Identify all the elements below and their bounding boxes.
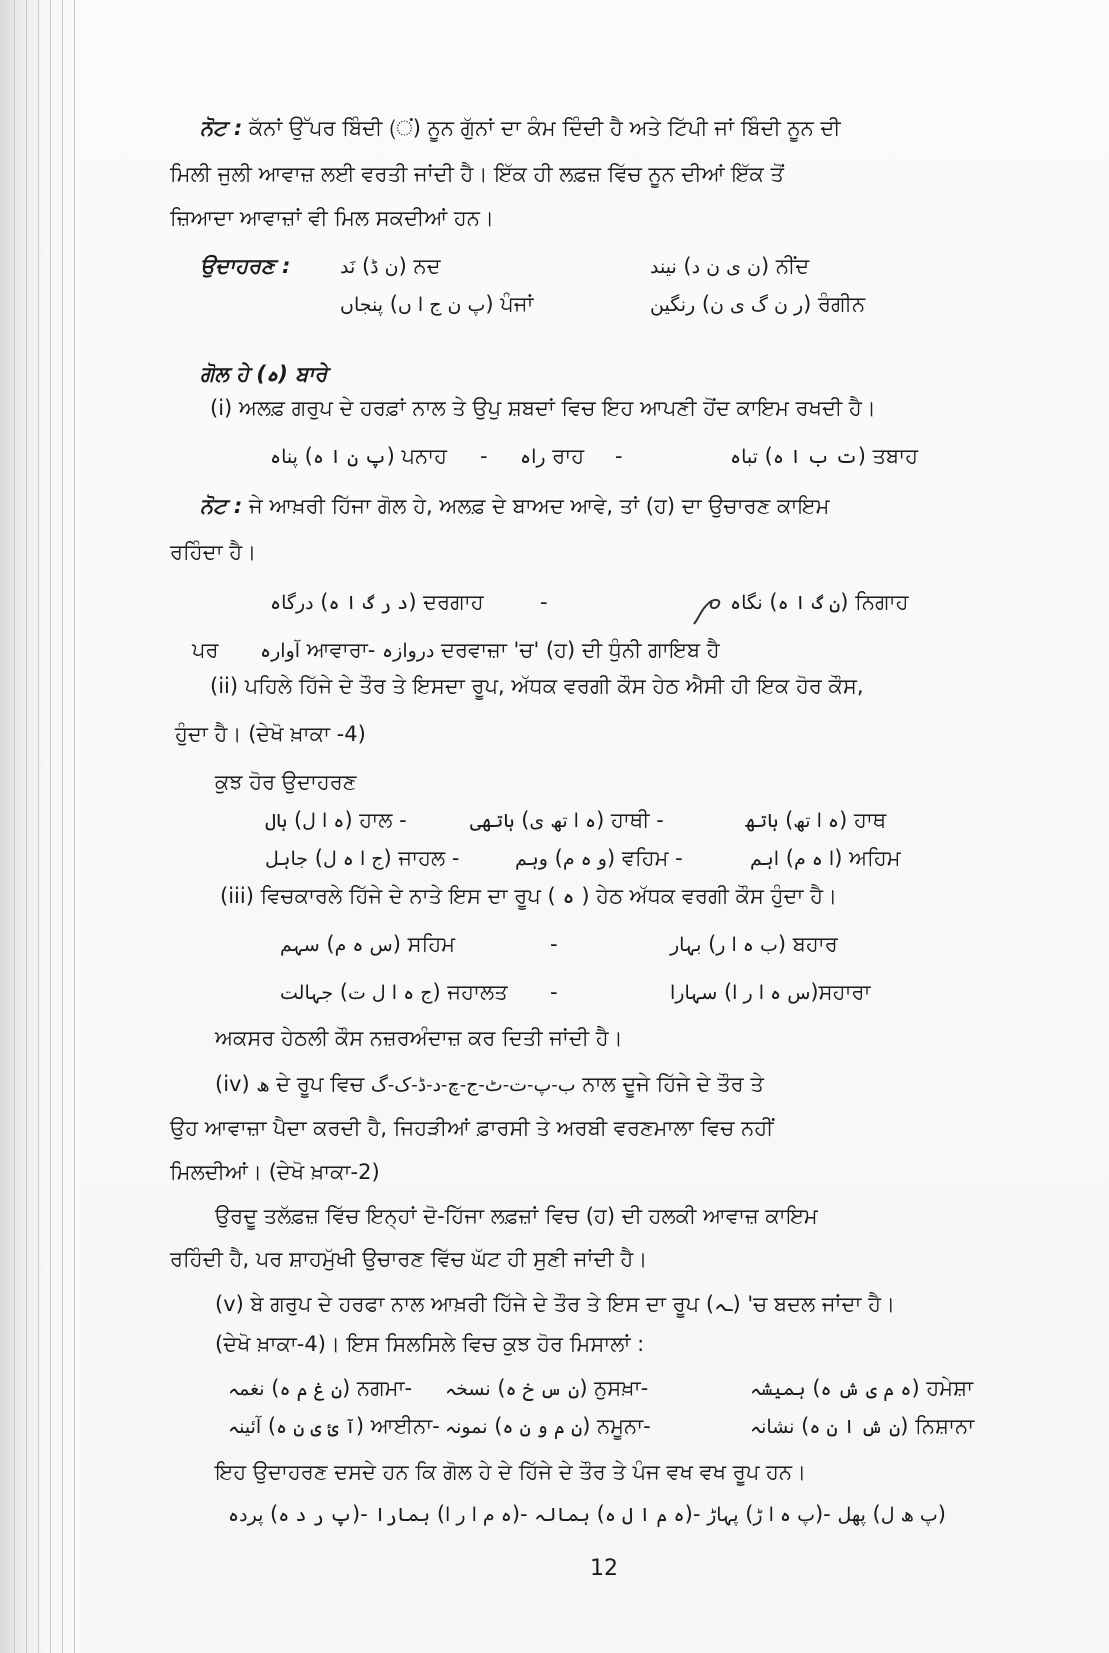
text-segment: ਅਕਸਰ ਹੇਠਲੀ ਕੌਸ ਨਜ਼ਰਅੰਦਾਜ਼ ਕਰ ਦਿਤੀ ਜਾਂਦੀ ਹੈ। [215,1026,623,1050]
text-segment: ਮਿਲੀ ਜੁਲੀ ਆਵਾਜ਼ ਲਈ ਵਰਤੀ ਜਾਂਦੀ ਹੈ। ਇੱਕ ਹੀ ਲਫ਼ਜ਼ ਵਿੱਚ ਨੂਨ ਦੀਆਂ ਇੱਕ ਤੋਂ [170,162,784,186]
text-segment: (ii) ਪਹਿਲੇ ਹਿੱਜੇ ਦੇ ਤੌਰ ਤੇ ਇਸਦਾ ਰੂਪ, ਅੱਧਕ ਵਰਗੀ ਕੌਸ ਹੇਠ ਐਸੀ ਹੀ ਇਕ ਹੋਰ ਕੌਸ, [210,674,864,698]
urdu-word: نَد [340,256,356,278]
urdu-word: پ ہ ا ڑ [753,1504,815,1526]
text-line [265,806,407,835]
urdu-word: و ہ م [562,848,607,870]
text-line [220,882,837,910]
text-segment: ( [805,1376,821,1400]
urdu-word: ہمالہ [534,1504,590,1526]
urdu-word: تباہ [730,446,758,468]
text-segment: ਕੱਨਾਂ ਉੱਪਰ ਬਿੰਦੀ (ਂ) ਨੂਨ ਗੁੱਨਾਂ ਦਾ ਕੰਮ ਦਿੰਦੀ ਹੈ ਅਤੇ ਟਿੱਪੀ ਜਾਂ ਬਿੰਦੀ ਨੂਨ ਦੀ [242,116,841,140]
text-segment: ਨੋਟ : [200,494,243,518]
text-line [270,442,447,471]
urdu-word: ن م و ن ہ [502,1416,583,1438]
urdu-word: ب-پ-ت-ٹ-ج-چ-د-ڈ-ک-گ [370,1074,576,1096]
text-line [228,1500,946,1529]
text-line [228,1412,440,1441]
text-line [170,538,256,566]
text-segment: ( [757,444,773,468]
text-segment: - [550,980,558,1004]
urdu-word: ن گ ا ہ [777,592,841,614]
text-segment: ) ਤਬਾਹ [857,444,919,468]
text-line [445,1412,651,1441]
text-line [210,394,876,422]
text-segment: ਪਰ [192,638,219,662]
text-segment: ( [333,980,348,1004]
text-line [280,978,508,1007]
book-page-edges [0,0,80,1653]
text-line [170,204,494,232]
text-segment: ) ਪੰਜਾਂ [485,292,534,316]
urdu-word: ہ م ا ل ہ [604,1504,685,1526]
urdu-word: جاہل [265,848,309,870]
text-line [200,252,290,280]
urdu-word: دروازہ [382,640,435,662]
urdu-word: ہمارا [374,1504,431,1526]
text-line [192,636,219,664]
text-segment: ਮਿਲਦੀਆਂ। (ਦੇਖੋ ਖ਼ਾਕਾ-2) [170,1160,380,1184]
text-line [200,492,829,520]
urdu-word: ر ن گ ی ن [710,294,804,316]
urdu-word: پردہ [228,1504,264,1526]
text-line [340,290,533,319]
page-number: 12 [590,1556,618,1581]
text-segment: - [540,590,548,614]
text-segment: ( [319,932,335,956]
text-segment: ) ਸਹਿਮ [392,932,456,956]
text-segment: ) ਨਿਗਾਹ [840,590,909,614]
text-segment: - [480,444,488,468]
urdu-word: پناہ [270,446,298,468]
text-line [750,844,901,873]
urdu-word: وہم [515,848,548,870]
urdu-word: راہ [520,446,546,468]
urdu-word: رنگین [650,294,696,316]
text-segment: ) ਹਾਥੀ - [596,808,664,832]
text-segment: ਗੋਲ ਹੇ (ہ) ਬਾਰੇ [200,362,328,386]
text-line [520,442,584,471]
text-segment: ( [313,590,329,614]
text-line [480,442,488,470]
text-segment: (iii) ਵਿਚਕਾਰਲੇ ਹਿੱਜੇ ਦੇ ਨਾਤੇ ਇਸ ਦਾ ਰੂਪ ( ہ ) ਹੇਠ ਅੱਧਕ ਵਰਗੀ ਕੌਸ ਹੁੰਦਾ ਹੈ। [220,884,838,908]
text-line [515,844,683,873]
urdu-word: نیند [650,256,677,278]
urdu-word: ن ی ن د [691,256,761,278]
urdu-word: ج ہ ا ل ت [348,982,433,1004]
urdu-word: ہ م ا ر ا [445,1504,512,1526]
text-segment: ਉਹ ਆਵਾਜ਼ਾ ਪੈਦਾ ਕਰਦੀ ਹੈ, ਜਿਹੜੀਆਂ ਫ਼ਾਰਸੀ ਤੇ ਅਰਬੀ ਵਰਣਮਾਲਾ ਵਿਚ ਨਹੀਂ [170,1116,774,1140]
text-segment: ( [676,254,692,278]
text-segment: )- [684,1502,708,1526]
text-line [750,1412,974,1441]
text-segment: ) ਨਮੂਨਾ- [582,1414,651,1438]
urdu-word: ب ہ ا ر [716,934,778,956]
text-segment: ) ਨੁਸਖ਼ਾ- [579,1376,649,1400]
urdu-word: ہ ا تھ [793,810,840,832]
urdu-word: ہ م ی ش ہ [820,1378,912,1400]
text-segment: ) ਹਾਥ [839,808,887,832]
text-segment: ) ਹਾਲ - [344,808,407,832]
text-line [650,252,809,281]
text-segment: ) ਜਾਹਲ - [383,846,460,870]
text-segment: ਦਰਵਾਜ਼ਾ 'ਚ' (ਹ) ਦੀ ਧੁੰਨੀ ਗਾਇਬ ਹੈ [434,638,720,662]
text-segment: )- [352,1502,375,1526]
urdu-word: درگاہ [270,592,314,614]
urdu-word: ہاتھی [470,810,515,832]
urdu-word: نمونہ [445,1416,488,1438]
text-segment: ( [430,1502,446,1526]
text-segment: ( [297,444,313,468]
text-line [215,1202,818,1230]
text-segment: ( [865,1502,881,1526]
text-segment: ( [383,292,398,316]
text-segment: ( [762,590,778,614]
text-segment: ) ਜਹਾਲਤ [432,980,508,1004]
text-line [750,1374,973,1403]
urdu-word: س ہ ا ر ا [732,982,811,1004]
text-segment: )- [814,1502,838,1526]
text-segment: ) ਦਰਗਾਹ [408,590,484,614]
text-segment: ਕੁਝ ਹੋਰ ਉਦਾਹਰਣ [215,770,357,794]
urdu-word: آ ئ ی ن ہ [276,1416,356,1438]
text-line [175,720,366,748]
text-segment: ( [701,932,717,956]
urdu-word: سہم [280,934,320,956]
text-segment: ) ਆਈਨਾ- [355,1414,440,1438]
urdu-word: پ ھ ل [880,1504,938,1526]
text-segment: ) ਨਗਮਾ- [342,1376,413,1400]
urdu-word: ھ [256,1074,270,1096]
urdu-word: پنجاں [340,294,384,316]
urdu-word: آئینہ [228,1416,262,1438]
text-segment: ( [263,1502,279,1526]
text-line [215,768,356,796]
text-segment: ) [937,1502,946,1526]
text-segment: ( [308,846,323,870]
text-segment: ਨਾਲ ਦੂਜੇ ਹਿੱਜੇ ਦੇ ਤੌਰ ਤੇ [575,1072,764,1096]
text-segment: (ਦੇਖੋ ਖ਼ਾਕਾ-4)। ਇਸ ਸਿਲਸਿਲੇ ਵਿਚ ਕੁਝ ਹੋਰ ਮਿਸਾਲਾਂ : [215,1332,645,1356]
text-segment: ( [487,1414,503,1438]
urdu-word: بہار [670,934,702,956]
urdu-word: آوارہ [260,640,301,662]
text-segment: ( [514,808,530,832]
urdu-word: ہال [265,810,288,832]
urdu-word: جہالت [280,982,334,1004]
text-line [540,588,548,616]
text-segment: ) ਅਹਿਮ [834,846,901,870]
urdu-word: پ ر د ہ [278,1504,353,1526]
text-line [170,160,784,188]
text-segment: ( [287,808,303,832]
urdu-word: ج ا ہ ل [322,848,384,870]
urdu-word: پ ن ج ا ں [397,294,486,316]
urdu-word: ہ ا تھ ی [529,810,597,832]
text-line [550,978,558,1006]
text-segment: ) ਬਹਾਰ [777,932,838,956]
text-segment: ) ਨਿਸ਼ਾਨਾ [900,1414,975,1438]
text-segment: ਉਦਾਹਰਣ : [200,254,291,278]
text-segment: ( [794,1414,810,1438]
text-segment: ( [717,980,733,1004]
text-segment: )ਸਹਾਰਾ [810,980,871,1004]
text-line [670,930,838,959]
text-line [745,806,886,835]
urdu-word: سہارا [670,982,718,1004]
text-segment: - [550,932,558,956]
urdu-word: ن غ م ہ [279,1378,343,1400]
text-line [670,978,871,1007]
text-segment: ( [589,1502,605,1526]
text-segment: ) ਰੰਗੀਨ [803,292,866,316]
text-segment: ( [490,1376,506,1400]
text-line [215,1024,623,1052]
handwritten-squiggle [688,590,728,630]
text-line [170,1245,647,1273]
text-line [200,360,327,388]
urdu-word: نغمہ [228,1378,265,1400]
text-line [265,844,459,873]
text-line [210,672,864,700]
text-segment: ਉਰਦੂ ਤਲੱਫ਼ਜ਼ ਵਿੱਚ ਇਨ੍ਹਾਂ ਦੋ-ਹਿੱਜਾ ਲਫ਼ਜ਼ਾਂ ਵਿਚ (ਹ) ਦੀ ਹਲਕੀ ਆਵਾਜ਼ ਕਾਇਮ [215,1204,818,1228]
text-line [650,290,865,319]
urdu-word: نگاہ [730,592,763,614]
text-segment: ) ਪਨਾਹ [386,444,448,468]
text-line [470,806,664,835]
text-segment: ) ਵਹਿਮ - [606,846,683,870]
text-segment: ( [264,1376,280,1400]
text-segment: ( [355,254,371,278]
text-segment: )- [511,1502,535,1526]
urdu-word: ن س خ ہ [505,1378,580,1400]
text-segment: ਦੇ ਰੂਪ ਵਿਚ [269,1072,371,1096]
urdu-word: ہمیشہ [750,1378,806,1400]
text-segment: - [615,444,623,468]
text-line [200,114,841,142]
text-segment: ) ਨੀਂਦ [760,254,810,278]
urdu-word: د ر گ ا ہ [328,592,409,614]
urdu-word: پہاڑ [707,1504,739,1526]
text-segment: ( [738,1502,754,1526]
text-segment: ( [695,292,711,316]
text-line [270,588,484,617]
text-line [170,1114,773,1142]
urdu-word: ن ڈ [370,256,399,278]
text-line [730,442,918,471]
text-line [615,442,623,470]
text-segment: ਹੁੰਦਾ ਹੈ। (ਦੇਖੋ ਖ਼ਾਕਾ -4) [175,722,366,746]
text-segment: ਆਵਾਰਾ- [300,638,383,662]
text-segment: ਰਹਿੰਦੀ ਹੈ, ਪਰ ਸ਼ਾਹਮੁੱਖੀ ਉਚਾਰਣ ਵਿੱਚ ਘੱਟ ਹੀ ਸੁਣੀ ਜਾਂਦੀ ਹੈ। [170,1247,648,1271]
text-segment: ( [778,808,794,832]
urdu-word: پھل [837,1504,866,1526]
text-segment: (iv) [215,1072,257,1096]
urdu-word: پ ن ا ہ [312,446,387,468]
text-line [550,930,558,958]
text-segment: ਰਹਿੰਦਾ ਹੈ। [170,540,257,564]
text-segment: ਜੇ ਆਖ਼ਰੀ ਹਿੱਜਾ ਗੋਲ ਹੇ, ਅਲਫ਼ ਦੇ ਬਾਅਦ ਆਵੇ, ਤਾਂ (ਹ) ਦਾ ਉਚਾਰਣ ਕਾਇਮ [242,494,830,518]
text-line [340,252,441,281]
urdu-word: ا ہ م [793,848,835,870]
text-line [215,1290,895,1318]
text-segment: (v) ਬੇ ਗਰੁਪ ਦੇ ਹਰਫਾ ਨਾਲ ਆਖ਼ਰੀ ਹਿੱਜੇ ਦੇ ਤੌਰ ਤੇ ਇਸ ਦਾ ਰੂਪ (ـہ) 'ਚ ਬਦਲ ਜਾਂਦਾ ਹੈ। [215,1292,896,1316]
text-line [445,1374,648,1403]
text-segment: ( [261,1414,277,1438]
urdu-word: ن ش ا ن ہ [809,1416,901,1438]
text-segment: ( [547,846,563,870]
text-line [730,588,909,617]
text-segment: ਜ਼ਿਆਦਾ ਆਵਾਜ਼ਾਂ ਵੀ ਮਿਲ ਸਕਦੀਆਂ ਹਨ। [170,206,495,230]
text-segment: ਰਾਹ [545,444,585,468]
text-line [170,1158,380,1186]
text-segment: ( [779,846,794,870]
text-line [280,930,455,959]
urdu-word: س ہ م [334,934,393,956]
text-segment: ) ਹਮੇਸ਼ਾ [911,1376,974,1400]
text-segment: ਨੋਟ : [200,116,243,140]
text-line [215,1330,644,1358]
text-line [260,636,720,665]
urdu-word: ت ب ا ہ [772,446,858,468]
text-segment: (i) ਅਲਫ਼ ਗਰੁਪ ਦੇ ਹਰਫ਼ਾਂ ਨਾਲ ਤੇ ਉਪੁ ਸ਼ਬਦਾਂ ਵਿਚ ਇਹ ਆਪਣੀ ਹੋਂਦ ਕਾਇਮ ਰਖਦੀ ਹੈ। [210,396,876,420]
urdu-word: ہاتھ [745,810,779,832]
text-segment: ) ਨਦ [398,254,441,278]
text-line [215,1070,764,1099]
urdu-word: ہ ا ل [302,810,345,832]
text-line [228,1374,412,1403]
urdu-word: اہم [750,848,780,870]
text-segment: ਇਹ ਉਦਾਹਰਣ ਦਸਦੇ ਹਨ ਕਿ ਗੋਲ ਹੇ ਦੇ ਹਿੱਜੇ ਦੇ ਤੌਰ ਤੇ ਪੰਜ ਵਖ ਵਖ ਰੂਪ ਹਨ। [215,1460,807,1484]
text-line [215,1458,806,1486]
urdu-word: نسخہ [445,1378,491,1400]
urdu-word: نشانہ [750,1416,795,1438]
